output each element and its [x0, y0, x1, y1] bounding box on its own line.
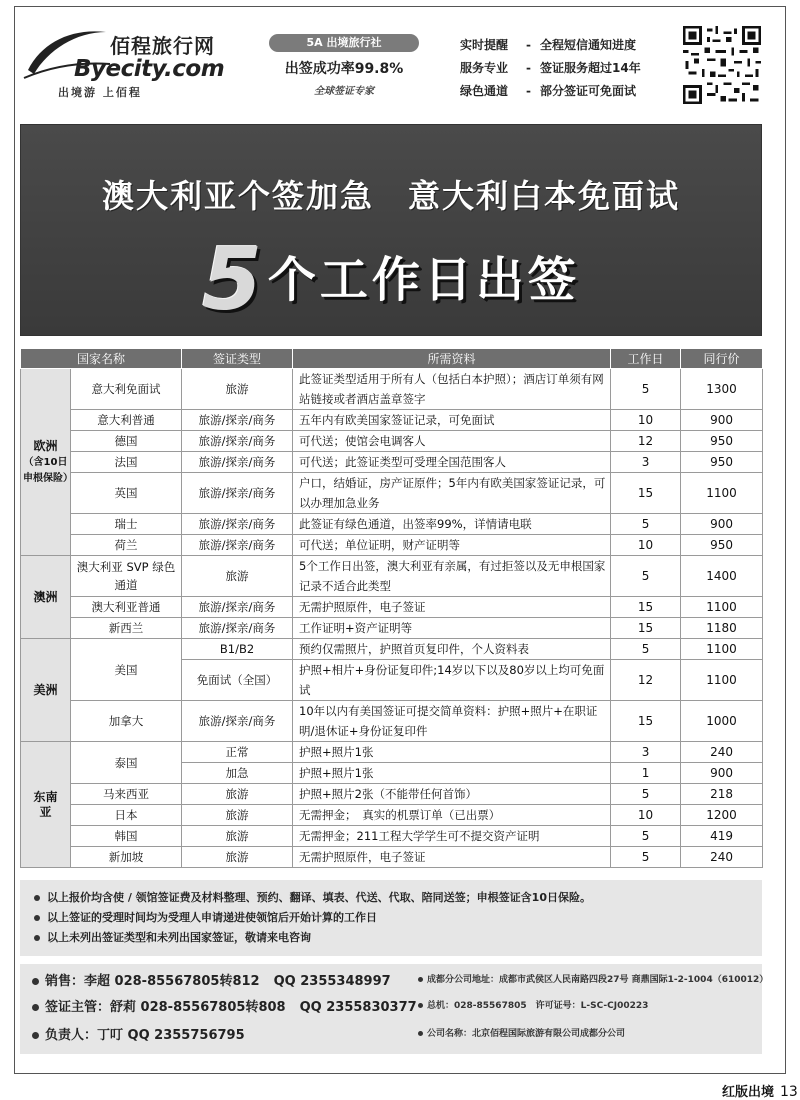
table-row [21, 410, 763, 431]
feature-title: 绿色通道 [460, 84, 509, 98]
price-cell: 1100 [681, 639, 763, 660]
table-row [21, 556, 763, 597]
table-row [21, 369, 763, 410]
price-cell: 240 [681, 847, 763, 868]
table-row [21, 639, 763, 660]
visa-type-cell: 正常 [182, 742, 293, 763]
agency-badge: 5A 出境旅行社 [269, 34, 419, 52]
banner-words: 个工作日出签 [267, 252, 580, 308]
region-note: 申根保险） [23, 472, 73, 484]
requirements-cell: 户口，结婚证，房产证原件；5年内有欧美国家签证记录，可以办理加急业务 [293, 473, 611, 514]
visa-type-cell: 旅游 [182, 369, 293, 410]
requirements-cell: 无需押金；211工程大学学生可不提交资产证明 [293, 826, 611, 847]
country-cell: 日本 [71, 805, 182, 826]
feature-dash: - [526, 84, 531, 98]
feature-dash: - [526, 38, 531, 52]
workdays-cell: 10 [611, 805, 681, 826]
workdays-cell: 5 [611, 556, 681, 597]
contact-name: 签证主管：舒莉 [45, 1000, 137, 1015]
price-cell: 218 [681, 784, 763, 805]
requirements-cell: 无需护照原件，电子签证 [293, 847, 611, 868]
country-cell: 新加坡 [71, 847, 182, 868]
requirements-cell: 无需护照原件，电子签证 [293, 597, 611, 618]
table-row [21, 452, 763, 473]
region-label: 东南 [33, 789, 58, 804]
region-label: 亚 [39, 804, 52, 819]
company-tel-license [418, 998, 648, 1011]
requirements-cell: 可代送；单位证明，财产证明等 [293, 535, 611, 556]
visa-type-cell: 旅游 [182, 826, 293, 847]
country-cell: 意大利免面试 [71, 369, 182, 410]
feature-text: 签证服务超过14年 [540, 61, 641, 75]
visa-type-cell: 旅游 [182, 556, 293, 597]
country-cell: 新西兰 [71, 618, 182, 639]
column-header: 所需资料 [293, 349, 611, 369]
bullet-icon [34, 935, 40, 941]
visa-type-cell: 旅游/探亲/商务 [182, 618, 293, 639]
page-number: 13 [780, 1084, 798, 1100]
column-header: 同行价 [681, 349, 763, 369]
contacts-box [20, 964, 769, 1054]
logo-chinese-name: 佰程旅行网 [110, 34, 215, 58]
workdays-cell: 5 [611, 784, 681, 805]
country-cell: 德国 [71, 431, 182, 452]
note-text: 以上签证的受理时间均为受理人申请递进使领馆后开始计算的工作日 [47, 911, 377, 924]
price-cell: 1200 [681, 805, 763, 826]
bullet-icon [34, 895, 40, 901]
visa-type-cell: 旅游/探亲/商务 [182, 597, 293, 618]
country-cell: 英国 [71, 473, 182, 514]
price-cell: 950 [681, 431, 763, 452]
tel-license-text: 总机：028-85567805 许可证号：L-SC-CJ00223 [427, 1001, 649, 1011]
requirements-cell: 五年内有欧美国家签证记录，可免面试 [293, 410, 611, 431]
country-cell: 韩国 [71, 826, 182, 847]
logo-english-name: Byecity.com [74, 56, 225, 82]
visa-type-cell: 旅游 [182, 805, 293, 826]
workdays-cell: 5 [611, 847, 681, 868]
requirements-cell: 无需押金； 真实的机票订单（已出票） [293, 805, 611, 826]
workdays-cell: 10 [611, 535, 681, 556]
country-cell: 加拿大 [71, 701, 182, 742]
price-cell: 1180 [681, 618, 763, 639]
price-cell: 900 [681, 410, 763, 431]
contact-name: 负责人：丁叮 [45, 1028, 124, 1043]
note-text: 以上报价均含使 / 领馆签证费及材料整理、预约、翻译、填表、代送、代取、陪同送签；申根签证含10日保险。 [47, 891, 591, 904]
visa-price-table [20, 348, 763, 868]
contact-manager [32, 996, 417, 1015]
price-cell: 900 [681, 514, 763, 535]
column-header: 工作日 [611, 349, 681, 369]
feature-text: 部分签证可免面试 [540, 84, 637, 98]
requirements-cell: 可代送；此签证类型可受理全国范围客人 [293, 452, 611, 473]
feature-text: 全程短信通知进度 [540, 38, 637, 52]
feature-list [460, 34, 670, 103]
price-cell: 1100 [681, 473, 763, 514]
country-cell: 意大利普通 [71, 410, 182, 431]
region-cell-australia: 澳洲 [21, 556, 71, 639]
workdays-cell: 3 [611, 452, 681, 473]
requirements-cell: 此签证类型适用于所有人（包括白本护照）；酒店订单须有网站链接或者酒店盖章签字 [293, 369, 611, 410]
company-address [418, 972, 768, 985]
requirements-cell: 护照+相片+身份证复印件;14岁以下以及80岁以上均可免面试 [293, 660, 611, 701]
price-cell: 950 [681, 452, 763, 473]
contact-row-sales [20, 970, 769, 996]
table-row [21, 742, 763, 763]
bullet-icon [32, 1004, 39, 1011]
visa-type-cell: B1/B2 [182, 639, 293, 660]
price-cell: 1400 [681, 556, 763, 597]
note-item [34, 888, 748, 908]
contact-owner [32, 1024, 245, 1043]
region-cell-europe [21, 369, 71, 556]
requirements-cell: 工作证明+资产证明等 [293, 618, 611, 639]
price-cell: 1300 [681, 369, 763, 410]
visa-type-cell: 旅游 [182, 847, 293, 868]
visa-type-cell: 免面试（全国） [182, 660, 293, 701]
success-rate: 出签成功率99.8% [284, 61, 404, 77]
requirements-cell: 预约仅需照片，护照首页复印件，个人资料表 [293, 639, 611, 660]
visa-type-cell: 旅游 [182, 784, 293, 805]
contact-phone: 028-85567805转808 [140, 1000, 286, 1015]
column-header: 国家名称 [21, 349, 182, 369]
table-row [21, 535, 763, 556]
feature-item [460, 57, 670, 80]
region-cell-southeast-asia [21, 742, 71, 868]
contact-qq: QQ 2355756795 [127, 1028, 245, 1043]
price-cell: 950 [681, 535, 763, 556]
feature-item [460, 80, 670, 103]
byecity-logo [22, 18, 232, 99]
workdays-cell: 15 [611, 473, 681, 514]
requirements-cell: 护照+照片1张 [293, 763, 611, 784]
notes-box [20, 880, 762, 956]
region-note: （含10日 [23, 456, 68, 468]
footer-section: 红版出境 [722, 1085, 775, 1100]
country-cell: 澳大利亚 SVP 绿色通道 [71, 556, 182, 597]
visa-type-cell: 旅游/探亲/商务 [182, 535, 293, 556]
workdays-cell: 5 [611, 639, 681, 660]
region-label: 欧洲 [33, 438, 58, 453]
country-cell: 泰国 [71, 742, 182, 784]
table-row [21, 826, 763, 847]
visa-type-cell: 旅游/探亲/商务 [182, 473, 293, 514]
contact-sales [32, 970, 391, 989]
requirements-cell: 5个工作日出签，澳大利亚有亲属，有过拒签以及无申根国家记录不适合此类型 [293, 556, 611, 597]
qr-code-icon [683, 26, 761, 104]
price-cell: 900 [681, 763, 763, 784]
workdays-cell: 12 [611, 660, 681, 701]
contact-phone: 028-85567805转812 [114, 974, 260, 989]
bullet-icon [32, 1032, 39, 1039]
table-row [21, 514, 763, 535]
visa-type-cell: 旅游/探亲/商务 [182, 431, 293, 452]
banner-subtitle [21, 230, 761, 330]
feature-item [460, 34, 670, 57]
table-row [21, 431, 763, 452]
table-row [21, 805, 763, 826]
visa-type-cell: 旅游/探亲/商务 [182, 514, 293, 535]
country-cell: 美国 [71, 639, 182, 701]
feature-title: 实时提醒 [460, 38, 509, 52]
country-cell: 澳大利亚普通 [71, 597, 182, 618]
price-cell: 1100 [681, 597, 763, 618]
table-header-row [21, 349, 763, 369]
agency-box [268, 34, 420, 96]
table-row [21, 618, 763, 639]
contact-row-owner [20, 1024, 762, 1050]
workdays-cell: 1 [611, 763, 681, 784]
note-text: 以上未列出签证类型和未列出国家签证，敬请来电咨询 [47, 931, 311, 944]
visa-type-cell: 旅游/探亲/商务 [182, 701, 293, 742]
feature-title: 服务专业 [460, 61, 509, 75]
country-cell: 马来西亚 [71, 784, 182, 805]
requirements-cell: 护照+照片2张（不能带任何首饰） [293, 784, 611, 805]
banner-title: 澳大利亚个签加急 意大利白本免面试 [101, 177, 680, 215]
table-row [21, 784, 763, 805]
bullet-icon [34, 915, 40, 921]
column-header: 签证类型 [182, 349, 293, 369]
table-row [21, 847, 763, 868]
banner-number: 5 [202, 230, 262, 330]
bullet-icon [32, 978, 39, 985]
note-item [34, 928, 748, 948]
visa-type-cell: 旅游/探亲/商务 [182, 452, 293, 473]
contact-row-manager [20, 996, 762, 1022]
address-text: 成都分公司地址：成都市武侯区人民南路四段27号 商鼎国际1-2-1004（610012） [427, 975, 769, 985]
table-row [21, 473, 763, 514]
company-name [418, 1026, 625, 1039]
visa-type-cell: 加急 [182, 763, 293, 784]
bullet-icon [418, 1003, 423, 1008]
price-cell: 1100 [681, 660, 763, 701]
workdays-cell: 3 [611, 742, 681, 763]
workdays-cell: 15 [611, 597, 681, 618]
contact-name: 销售：李超 [45, 974, 111, 989]
promo-banner [20, 124, 762, 336]
region-cell-america: 美洲 [21, 639, 71, 742]
requirements-cell: 可代送；使馆会电调客人 [293, 431, 611, 452]
logo-slogan: 出境游 上佰程 [58, 86, 142, 99]
bullet-icon [418, 1031, 423, 1036]
country-cell: 法国 [71, 452, 182, 473]
workdays-cell: 5 [611, 514, 681, 535]
agency-subtitle: 全球签证专家 [314, 86, 374, 97]
feature-dash: - [526, 61, 531, 75]
page-footer [722, 1081, 798, 1100]
country-cell: 荷兰 [71, 535, 182, 556]
requirements-cell: 10年以内有美国签证可提交简单资料：护照+照片+在职证明/退休证+身份证复印件 [293, 701, 611, 742]
bullet-icon [418, 977, 423, 982]
workdays-cell: 15 [611, 618, 681, 639]
workdays-cell: 5 [611, 369, 681, 410]
requirements-cell: 护照+照片1张 [293, 742, 611, 763]
workdays-cell: 10 [611, 410, 681, 431]
requirements-cell: 此签证有绿色通道，出签率99%，详情请电联 [293, 514, 611, 535]
contact-qq: QQ 2355348997 [273, 974, 391, 989]
contact-qq: QQ 2355830377 [299, 1000, 417, 1015]
workdays-cell: 15 [611, 701, 681, 742]
workdays-cell: 12 [611, 431, 681, 452]
note-item [34, 908, 748, 928]
company-name-text: 公司名称：北京佰程国际旅游有限公司成都分公司 [427, 1029, 626, 1039]
price-cell: 240 [681, 742, 763, 763]
price-cell: 1000 [681, 701, 763, 742]
visa-type-cell: 旅游/探亲/商务 [182, 410, 293, 431]
country-cell: 瑞士 [71, 514, 182, 535]
price-cell: 419 [681, 826, 763, 847]
table-row [21, 597, 763, 618]
workdays-cell: 5 [611, 826, 681, 847]
